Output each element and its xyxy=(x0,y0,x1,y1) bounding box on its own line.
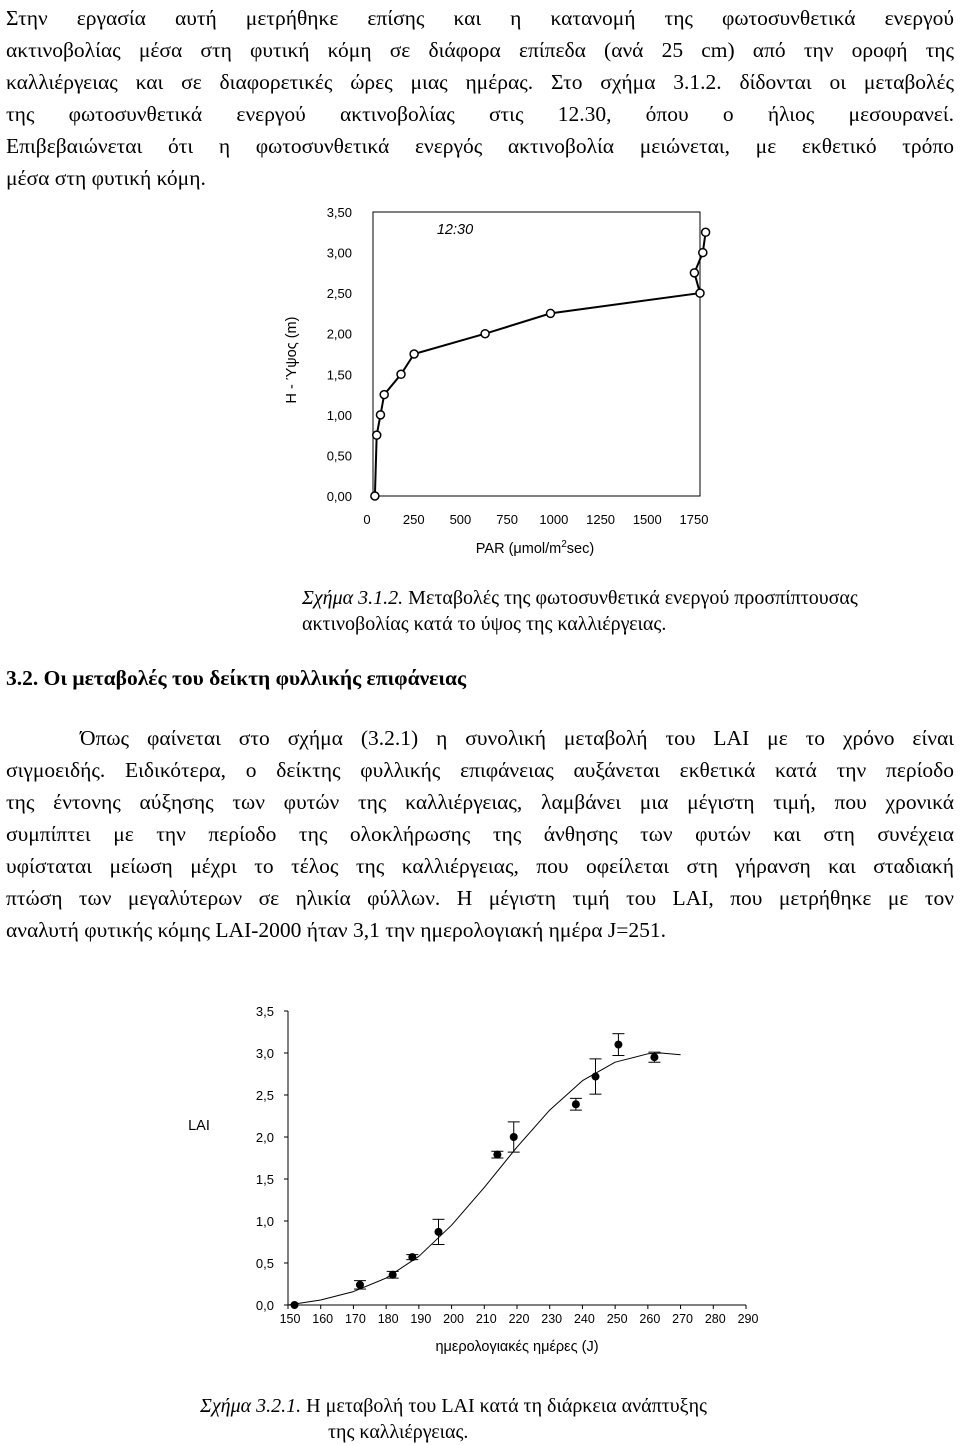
figure1-caption-label: Σχήμα 3.1.2. xyxy=(302,587,404,609)
x-tick-label: 170 xyxy=(344,1312,366,1326)
y-tick-label: 3,00 xyxy=(326,245,352,261)
lai-line: υφίσταται μείωση μέχρι το τέλος της καλλιέργειας, που οφείλεται στη γήρανση και σταδιακή xyxy=(6,854,954,878)
y-tick-label: 2,00 xyxy=(326,326,352,342)
x-axis-label: ημερολογιακές ημέρες (J) xyxy=(435,1339,599,1355)
lai-line: Όπως φαίνεται στο σχήμα (3.2.1) η συνολική μεταβολή του LAI με το χρόνο είναι xyxy=(80,726,954,750)
data-point xyxy=(410,350,418,358)
x-tick-label: 290 xyxy=(737,1312,759,1326)
figure2-caption-text: Η μεταβολή του LAI κατά τη διάρκεια ανάπτυξης xyxy=(306,1395,707,1417)
x-tick-label: 280 xyxy=(704,1312,726,1326)
y-tick-label: 0,50 xyxy=(326,448,352,464)
y-tick-label: 3,5 xyxy=(255,1004,274,1019)
series-line xyxy=(375,232,706,496)
lai-line: συμπίπτει με την περίοδο της ολοκλήρωσης της άνθησης των φυτών και στη συνέχεια xyxy=(6,822,954,846)
data-point xyxy=(389,1271,397,1279)
data-point xyxy=(510,1133,518,1141)
intro-paragraph xyxy=(6,2,954,194)
x-tick-label: 1250 xyxy=(586,512,616,527)
x-tick-label: 1750 xyxy=(679,512,709,527)
x-tick-label: 160 xyxy=(312,1312,334,1326)
x-tick-label: 210 xyxy=(475,1312,497,1326)
data-point xyxy=(376,411,384,419)
x-tick-label: 0 xyxy=(363,512,371,527)
par-height-chart xyxy=(270,195,730,565)
data-point xyxy=(493,1151,501,1159)
data-point xyxy=(650,1053,658,1061)
figure2-caption-text-line2: της καλλιέργειας. xyxy=(328,1421,469,1443)
figure2-caption-label: Σχήμα 3.2.1. xyxy=(200,1395,302,1417)
data-point xyxy=(699,249,707,257)
x-tick-label: 200 xyxy=(443,1312,465,1326)
x-tick-label: 500 xyxy=(449,512,472,527)
x-tick-label: 270 xyxy=(672,1312,694,1326)
y-tick-label: 2,5 xyxy=(255,1088,274,1103)
y-axis-label: LAI xyxy=(188,1118,210,1134)
data-point xyxy=(291,1301,299,1309)
lai-time-chart xyxy=(185,995,775,1365)
fit-curve xyxy=(288,1053,681,1305)
intro-line: της φωτοσυνθετικά ενεργού ακτινοβολίας στις 12.30, όπου ο ήλιος μεσουρανεί. xyxy=(6,102,954,126)
intro-line: καλλιέργειας και σε διαφορετικές ώρες μιας ημέρας. Στο σχήμα 3.1.2. δίδονται οι μεταβολές xyxy=(6,70,954,94)
y-tick-label: 0,0 xyxy=(255,1298,274,1313)
data-point xyxy=(592,1073,600,1081)
y-tick-label: 1,50 xyxy=(326,367,352,383)
plot-frame xyxy=(373,212,700,496)
intro-line: ακτινοβολίας μέσα στη φυτική κόμη σε διάφορα επίπεδα (ανά 25 cm) από την οροφή της xyxy=(6,38,954,62)
lai-paragraph xyxy=(6,722,954,946)
data-point xyxy=(356,1281,364,1289)
x-tick-label: 180 xyxy=(377,1312,399,1326)
lai-line: πτώση των μεγαλύτερων σε ηλικία φύλλων. Η μέγιστη τιμή του LAI, που μετρήθηκε με τον xyxy=(6,886,954,910)
data-point xyxy=(397,370,405,378)
figure2-caption xyxy=(200,1393,707,1445)
x-tick-label: 250 xyxy=(606,1312,628,1326)
x-tick-label: 190 xyxy=(410,1312,432,1326)
figure1-caption-text-line2: ακτινοβολίας κατά το ύψος της καλλιέργειας. xyxy=(302,613,667,635)
y-tick-label: 0,5 xyxy=(255,1256,274,1271)
y-tick-label: 0,00 xyxy=(326,489,352,504)
data-point xyxy=(373,431,381,439)
x-tick-label: 1500 xyxy=(632,512,662,527)
x-tick-label: 220 xyxy=(508,1312,530,1326)
lai-line: σιγμοειδής. Ειδικότερα, ο δείκτης φυλλικής επιφάνειας αυξάνεται εκθετικά κατά την περίοδο xyxy=(6,758,954,782)
y-tick-label: 2,0 xyxy=(255,1130,274,1145)
y-tick-label: 1,00 xyxy=(326,407,352,423)
data-point xyxy=(572,1100,580,1108)
data-point xyxy=(702,228,710,236)
lai-line: αναλυτή φυτικής κόμης LAI-2000 ήταν 3,1 την ημερολογιακή ημέρα J=251. xyxy=(6,918,666,942)
figure1-caption-text: Μεταβολές της φωτοσυνθετικά ενεργού προσπίπτουσας xyxy=(408,587,858,609)
data-point xyxy=(408,1253,416,1261)
time-annotation: 12:30 xyxy=(436,222,474,238)
data-point xyxy=(380,391,388,399)
x-tick-label: 150 xyxy=(279,1312,301,1326)
x-tick-label: 230 xyxy=(541,1312,563,1326)
section-title: 3.2. Οι μεταβολές του δείκτη φυλλικής επιφάνειας xyxy=(6,666,467,690)
figure1-caption xyxy=(302,585,858,637)
data-point xyxy=(547,309,555,317)
data-point xyxy=(614,1041,622,1049)
y-tick-label: 3,0 xyxy=(255,1046,274,1061)
x-axis-label: PAR $(\mu mol/m^2\sec)$ xyxy=(475,539,595,557)
x-tick-label: 260 xyxy=(639,1312,661,1326)
lai-line: της έντονης αύξησης των φυτών της καλλιέργειας, λαμβάνει μια μέγιστη τιμή, που χρονικά xyxy=(6,790,954,814)
data-point xyxy=(434,1228,442,1236)
y-axis-label: H - Ύψος (m) xyxy=(284,316,300,404)
x-tick-label: 240 xyxy=(573,1312,595,1326)
data-point xyxy=(690,269,698,277)
y-tick-label: 1,0 xyxy=(255,1214,274,1229)
intro-line: μέσα στη φυτική κόμη. xyxy=(6,166,206,190)
data-point xyxy=(481,330,489,338)
y-tick-label: 3,50 xyxy=(326,205,352,220)
data-point xyxy=(696,289,704,297)
y-tick-label: 2,50 xyxy=(326,286,352,302)
x-tick-label: 250 xyxy=(402,512,425,527)
x-tick-label: 1000 xyxy=(539,512,569,527)
intro-line: Στην εργασία αυτή μετρήθηκε επίσης και η κατανομή της φωτοσυνθετικά ενεργού xyxy=(6,6,954,30)
y-tick-label: 1,5 xyxy=(255,1172,274,1187)
x-tick-label: 750 xyxy=(496,512,518,527)
data-point xyxy=(371,492,379,500)
intro-line: Επιβεβαιώνεται ότι η φωτοσυνθετικά ενεργός ακτινοβολία μειώνεται, με εκθετικό τρόπο xyxy=(6,134,954,158)
